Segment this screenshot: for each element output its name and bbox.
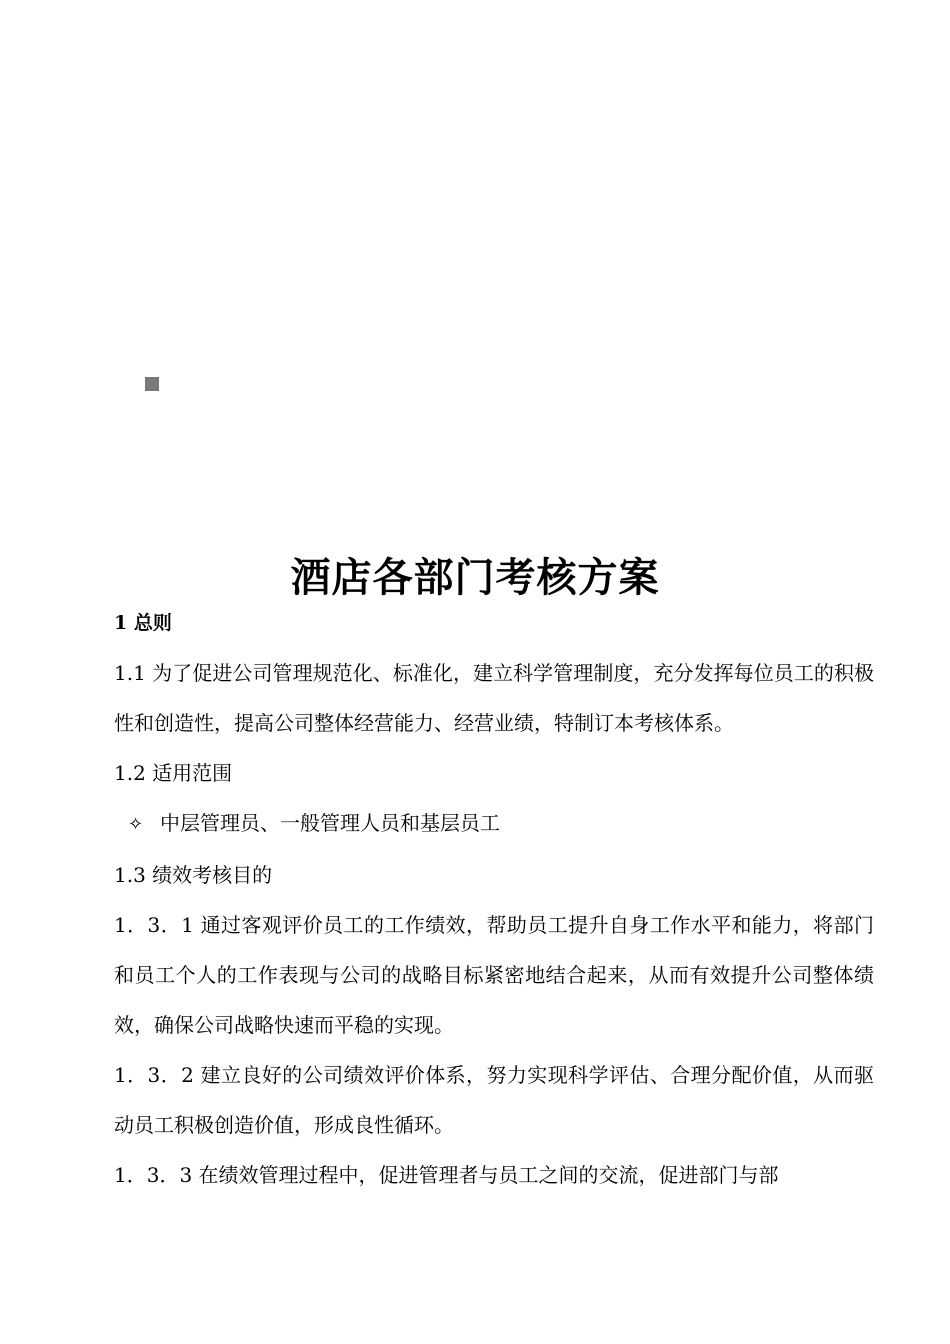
paragraph-1-3-3: 1．3．3 在绩效管理过程中，促进管理者与员工之间的交流，促进部门与部 [114,1163,779,1187]
paragraph-1-3-1: 1．3．1 通过客观评价员工的工作绩效，帮助员工提升自身工作水平和能力，将部门和员工个人的工作表现与公司的战略目标紧密地结合起来，从而有效提升公司整体绩效，确保公司战略快速而平稳的实现。 [114,913,874,1037]
paragraph-1-3: 1.3 绩效考核目的 [114,863,273,887]
document-body [114,598,874,1200]
section-heading-general: 1 总则 [114,612,172,634]
diamond-star-icon: ✧ [128,814,144,835]
paragraph-1-1: 1.1 为了促进公司管理规范化、标准化，建立科学管理制度，充分发挥每位员工的积极性和创造性，提高公司整体经营能力、经营业绩，特制订本考核体系。 [114,661,874,735]
bullet-item-scope [114,798,874,850]
bullet-item-text: 中层管理员、一般管理人员和基层员工 [160,811,500,835]
paragraph-1-2: 1.2 适用范围 [114,761,233,785]
square-bullet-marker [145,377,159,391]
paragraph-1-3-2: 1．3．2 建立良好的公司绩效评价体系，努力实现科学评估、合理分配价值，从而驱动员工积极创造价值，形成良性循环。 [114,1063,874,1137]
document-title: 酒店各部门考核方案 [290,554,660,601]
